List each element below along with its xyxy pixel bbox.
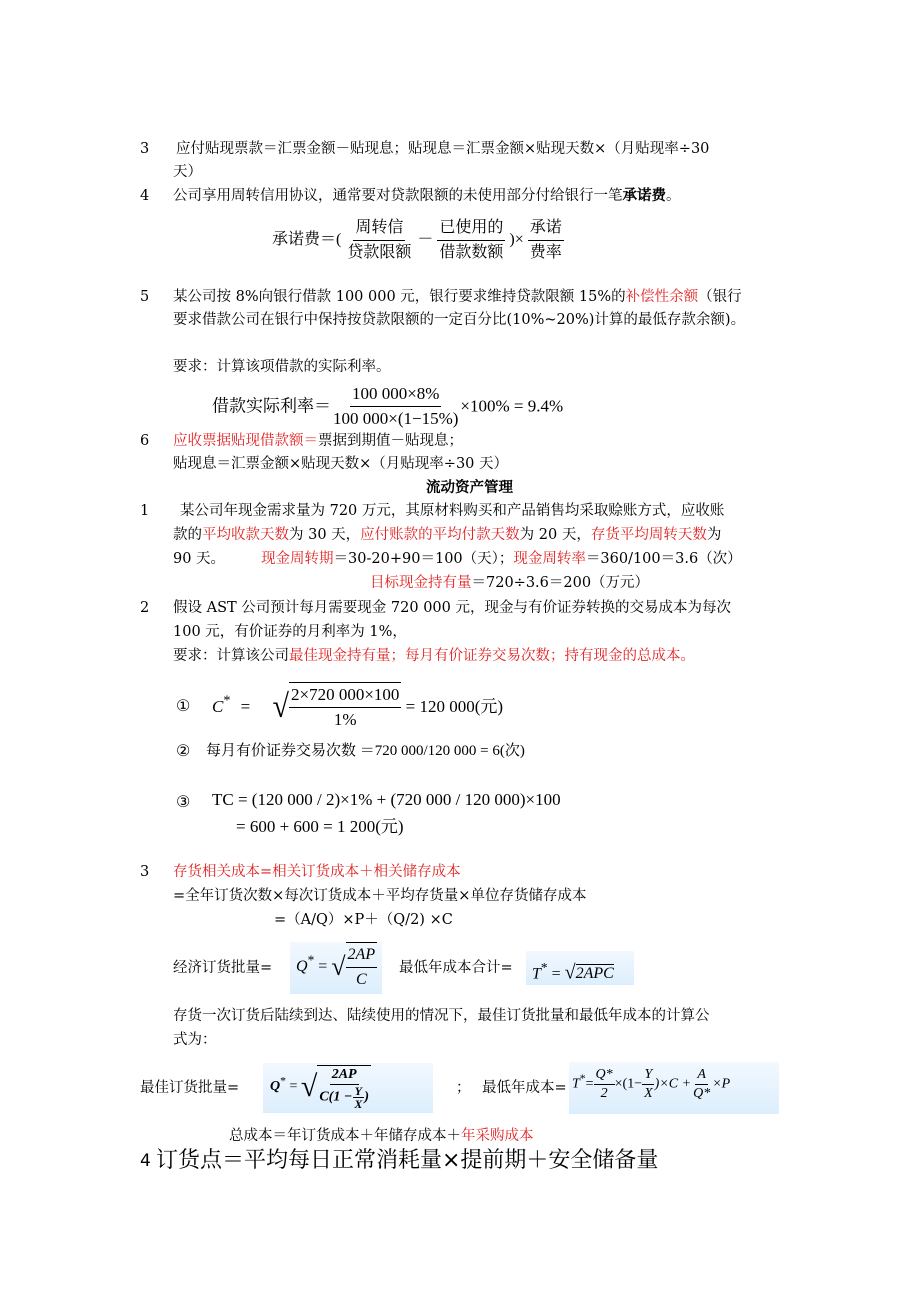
item-number: 6 [140,433,150,449]
best-order-formula: Q* = √ 2AP C(1 − $\frac{Y}{X}$ ) [270,1066,369,1111]
item-number: 1 [140,503,150,519]
item-number: 3 [140,141,150,157]
best-order-label: 最佳订货批量= [140,1080,240,1096]
eoq-label: 经济订货批量= [173,960,273,976]
reorder-point-formula: 订货点＝平均每日正常消耗量×提前期＋安全储备量 [156,1148,659,1173]
item-5-requirement: 要求：计算该项借款的实际利率。 [173,359,391,375]
section-heading: 流动资产管理 [426,479,513,496]
min-annual-cost-formula: T*= $\frac{Q*}{2}$ ×(1− $\frac{Y}{X}$ )×C + $\frac{A}{Q*}$ ×P [572,1067,731,1101]
cash-item-line-4: 目标现金持有量＝720÷3.6＝200（万元） [370,575,650,591]
total-cost-line: 总成本＝年订货成本＋年储存成本＋年采购成本 [229,1128,534,1144]
item-4-text: 公司享用周转信用协议，通常要对贷款限额的未使用部分付给银行一笔承诺费。 [173,187,681,204]
effective-rate-formula: 借款实际利率＝ $\frac{100 000\times 8\%}{100 000\times(1-15\%)}$ ×100% = 9.4% [212,384,564,428]
min-cost-formula: T* = √2APC [532,960,614,984]
item-3-line-1: 应付贴现票款＝汇票金额－贴现息；贴现息＝汇票金额×贴现天数×（月贴现率÷30 [176,141,710,157]
item-number: 4 [140,1151,151,1171]
item-number: 4 [140,188,150,204]
optimal-cash-formula: C* = √ $\frac{2\times 720 000\times 100}{1\%}$ = 120 000(元) [212,681,503,733]
min-cost-label: 最低年成本合计= [399,960,513,976]
item-6-line-1: 应收票据贴现借款额＝票据到期值－贴现息； [173,433,463,449]
cash-item-line-3: 90 天。 现金周转期＝30-20+90＝100（天）；现金周转率＝360/100＝3.6（次） [173,551,742,567]
item-number: 2 [140,600,150,616]
ast-item-line-2: 100 元，有价证券的月利率为 1%， [173,624,407,640]
circled-number: ② [176,741,191,760]
semicolon: ； [456,1080,471,1096]
gradual-delivery-para-line-2: 式为： [173,1032,217,1048]
item-6-line-2: 贴现息＝汇票金额×贴现天数×（月贴现率÷30 天） [173,456,509,472]
commitment-fee-term: 承诺费 [622,187,666,204]
ast-item-line-1: 假设 AST 公司预计每月需要现金 720 000 元，现金与有价证券转换的交易成本为每次 [173,600,731,616]
circled-number: ① [176,696,191,715]
item-3-line-2: 天） [173,164,202,180]
item-5-line-2: 要求借款公司在银行中保持按贷款限额的一定百分比(10%~20%)计算的最低存款余额)。 [173,312,746,328]
item-5-line-1: 某公司按 8%向银行借款 100 000 元，银行要求维持贷款限额 15%的补偿性余额（银行 [173,289,742,305]
total-cost-formula-line-2: = 600 + 600 = 1 200(元) [236,817,404,836]
inventory-cost-line-3: =（A/Q）×P＋（Q/2) ×C [274,912,453,928]
eoq-formula: Q* = √ $\frac{2AP}{C}$ [296,942,377,992]
total-cost-formula-line-1: TC = (120 000 / 2)×1% + (720 000 / 120 000)×100 [212,790,561,809]
inventory-cost-title: 存货相关成本=相关订货成本＋相关储存成本 [173,864,461,880]
transactions-formula: 每月有价证券交易次数 ＝720 000/120 000 = 6(次) [206,743,525,759]
min-annual-cost-label: 最低年成本= [482,1080,567,1096]
item-number: 5 [140,289,150,305]
cash-item-line-1: 某公司年现金需求量为 720 万元，其原材料购买和产品销售均采取赊账方式，应收账 [180,503,725,519]
commitment-fee-formula: 承诺费＝( $\frac{\text{周转信}}{\text{贷款限额}}$ － $\frac{\text{已使用的}}{\text{借款数额}}$ )× $\frac{\text{承诺}}{\text{费率}}$ [272,216,564,265]
gradual-delivery-para-line-1: 存货一次订货后陆续到达、陆续使用的情况下，最佳订货批量和最低年成本的计算公 [173,1008,710,1024]
inventory-cost-line-2: =全年订货次数×每次订货成本＋平均存货量×单位存货储存成本 [173,888,587,904]
item-number: 3 [140,864,150,880]
ast-item-requirement: 要求：计算该公司最佳现金持有量；每月有价证券交易次数；持有现金的总成本。 [173,648,695,664]
circled-number: ③ [176,792,191,811]
cash-item-line-2: 款的平均收款天数为 30 天，应付账款的平均付款天数为 20 天，存货平均周转天数为 [173,527,722,543]
